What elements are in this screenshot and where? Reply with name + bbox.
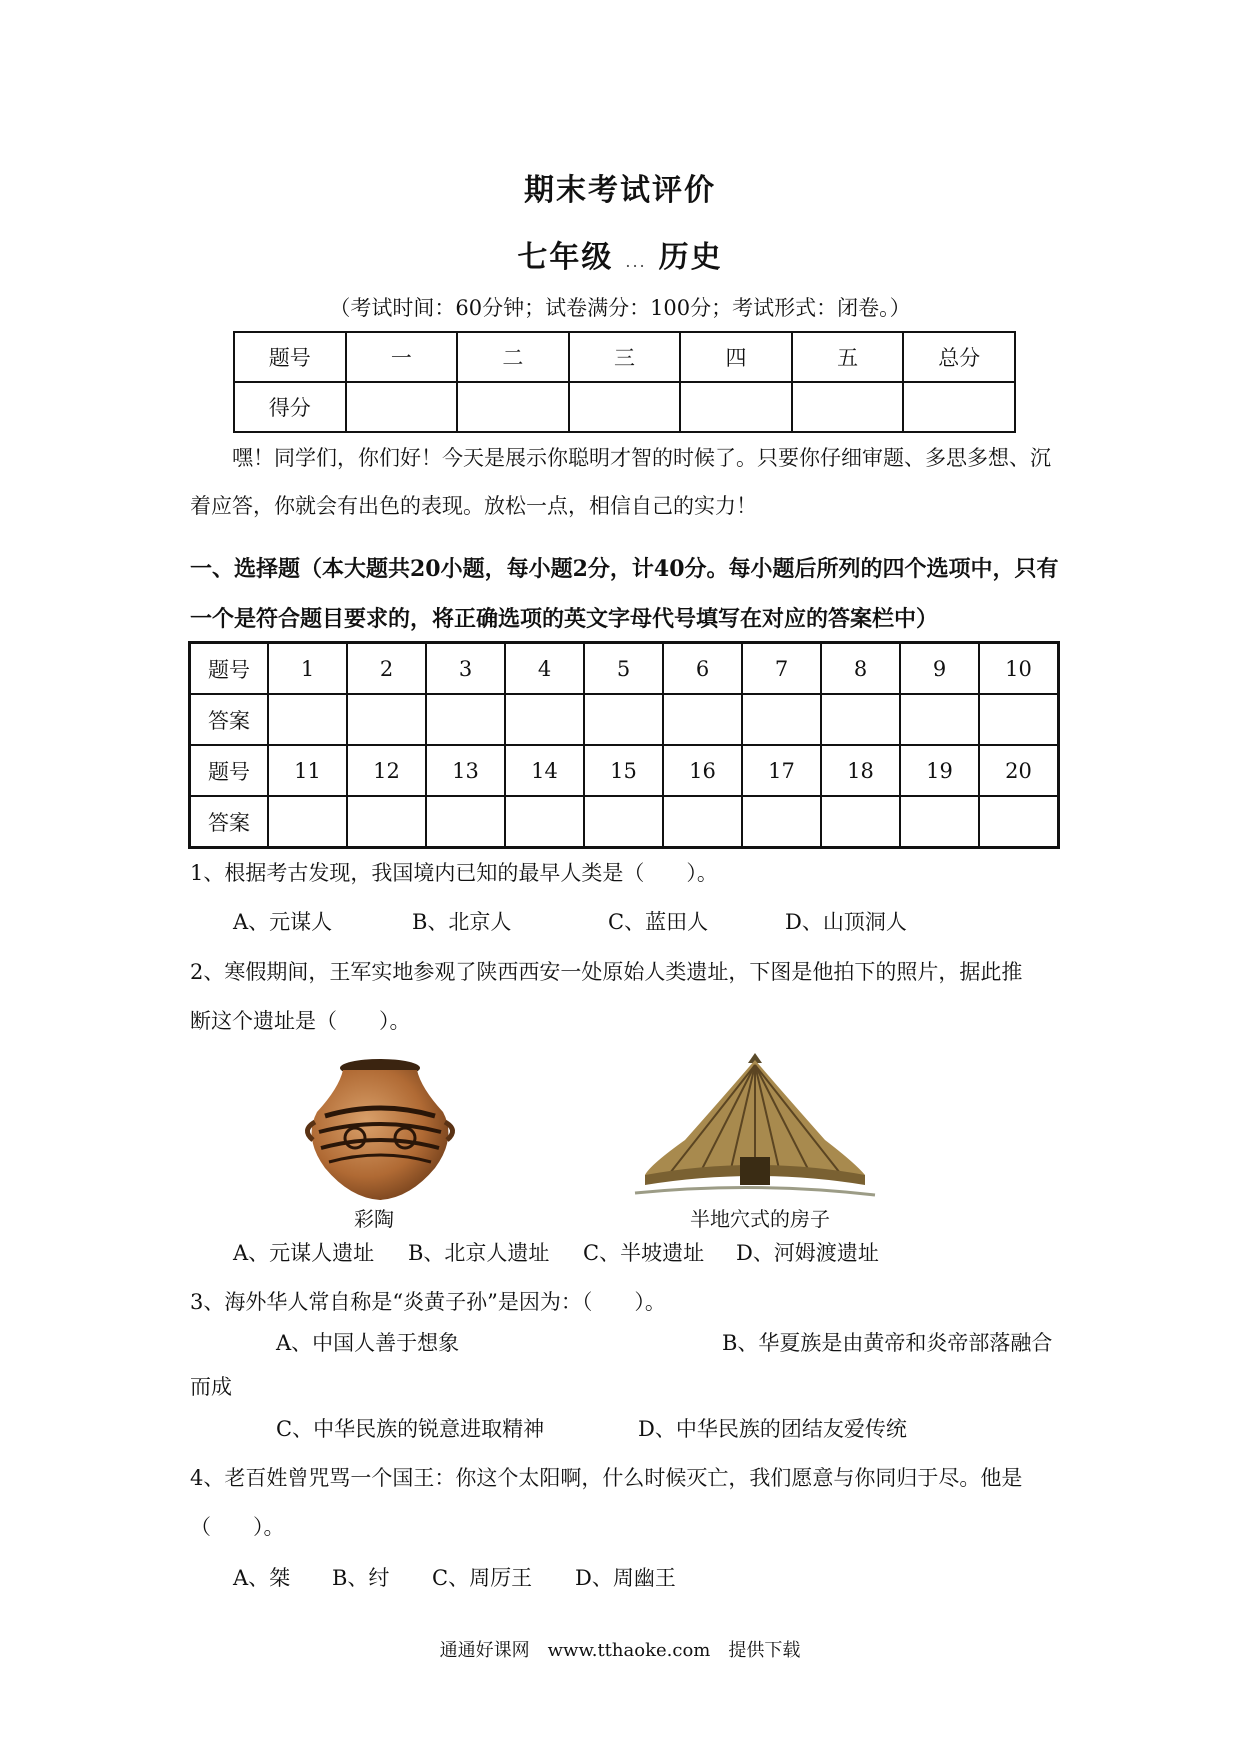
answer-cell	[426, 694, 505, 745]
answer-cell	[742, 694, 821, 745]
answer-cell	[347, 796, 426, 848]
question-number: 5	[584, 643, 663, 695]
section1-heading: 一、选择题（本大题共20小题，每小题2分，计40分。每小题后所列的四个选项中，只有一个是符合题目要求的，将正确选项的英文字母代号填写在对应的答案栏中）	[190, 556, 1059, 632]
question-number: 13	[426, 745, 505, 796]
question-1-option-a: A、元谋人	[233, 910, 333, 934]
answer-cell	[821, 694, 900, 745]
question-3-option-c: C、中华民族的锐意进取精神	[276, 1417, 545, 1441]
answer-cell	[268, 694, 347, 745]
question-3-option-b-continued: 而成	[190, 1375, 232, 1399]
score-header-cell: 一	[346, 332, 458, 382]
question-number: 4	[505, 643, 584, 695]
score-header-cell: 题号	[234, 332, 346, 382]
question-number: 7	[742, 643, 821, 695]
question-number-label: 题号	[190, 745, 269, 796]
question-3-option-b: B、华夏族是由黄帝和炎帝部落融合	[722, 1331, 1053, 1355]
score-header-cell: 三	[569, 332, 681, 382]
score-cell	[569, 382, 681, 432]
answer-cell	[505, 694, 584, 745]
score-table	[233, 331, 1016, 433]
intro-paragraph: 嘿！同学们，你们好！今天是展示你聪明才智的时候了。只要你仔细审题、多思多想、沉着应答，你就会有出色的表现。放松一点，相信自己的实力！	[190, 446, 1051, 518]
answer-cell	[900, 694, 979, 745]
answer-cell	[821, 796, 900, 848]
question-4-option-c: C、周厉王	[432, 1566, 533, 1590]
answer-label: 答案	[190, 694, 269, 745]
answer-table	[188, 641, 1060, 849]
question-number: 18	[821, 745, 900, 796]
question-3-option-d: D、中华民族的团结友爱传统	[638, 1417, 907, 1441]
answer-cell	[742, 796, 821, 848]
answer-cell	[426, 796, 505, 848]
painted-pottery-image	[295, 1050, 465, 1210]
answer-cell	[505, 796, 584, 848]
answer-number-row	[190, 745, 1059, 796]
question-1-option-c: C、蓝田人	[608, 910, 709, 934]
answer-cell	[979, 694, 1059, 745]
score-header-row	[234, 332, 1015, 382]
question-number: 1	[268, 643, 347, 695]
question-1-option-d: D、山顶洞人	[785, 910, 907, 934]
answer-cell	[584, 796, 663, 848]
question-2-option-d: D、河姆渡遗址	[736, 1241, 879, 1265]
question-number: 9	[900, 643, 979, 695]
score-cell	[346, 382, 458, 432]
answer-cell	[584, 694, 663, 745]
answer-cell	[663, 694, 742, 745]
question-number: 20	[979, 745, 1059, 796]
answer-row	[190, 694, 1059, 745]
subtitle-grade: 七年级	[517, 240, 614, 275]
score-label: 得分	[234, 382, 346, 432]
answer-row	[190, 796, 1059, 848]
subtitle-dots: ...	[625, 252, 647, 271]
score-cell	[792, 382, 904, 432]
score-header-cell: 二	[457, 332, 569, 382]
question-number: 2	[347, 643, 426, 695]
pottery-caption: 彩陶	[354, 1207, 394, 1231]
question-1-stem: 1、根据考古发现，我国境内已知的最早人类是（ ）。	[190, 861, 718, 885]
question-3-option-a: A、中国人善于想象	[276, 1331, 460, 1355]
exam-title: 期末考试评价	[524, 173, 716, 208]
score-cell	[903, 382, 1015, 432]
answer-label: 答案	[190, 796, 269, 848]
question-number-label: 题号	[190, 643, 269, 695]
score-cell	[680, 382, 792, 432]
question-4-stem-line2: （ ）。	[190, 1515, 285, 1539]
question-number: 8	[821, 643, 900, 695]
question-1-option-b: B、北京人	[412, 910, 512, 934]
page-footer: 通通好课网 www.tthaoke.com 提供下载	[439, 1640, 801, 1661]
question-number: 12	[347, 745, 426, 796]
question-4-option-b: B、纣	[332, 1566, 390, 1590]
question-4-stem-line1: 4、老百姓曾咒骂一个国王：你这个太阳啊，什么时候灭亡，我们愿意与你同归于尽。他是	[190, 1466, 1023, 1490]
score-row	[234, 382, 1015, 432]
question-number: 6	[663, 643, 742, 695]
question-number: 3	[426, 643, 505, 695]
semi-subterranean-house-image	[630, 1045, 880, 1215]
score-header-cell: 五	[792, 332, 904, 382]
question-2-option-b: B、北京人遗址	[408, 1241, 550, 1265]
subtitle-subject: 历史	[658, 240, 723, 275]
question-2-option-a: A、元谋人遗址	[233, 1241, 375, 1265]
question-number: 11	[268, 745, 347, 796]
question-number: 16	[663, 745, 742, 796]
question-number: 17	[742, 745, 821, 796]
answer-cell	[268, 796, 347, 848]
exam-subtitle	[0, 232, 1240, 276]
score-header-cell: 总分	[903, 332, 1015, 382]
question-2-stem-line2: 断这个遗址是（ ）。	[190, 1009, 411, 1033]
question-number: 15	[584, 745, 663, 796]
question-3-stem: 3、海外华人常自称是“炎黄子孙”是因为：（ ）。	[190, 1290, 666, 1314]
question-number: 10	[979, 643, 1059, 695]
answer-cell	[900, 796, 979, 848]
answer-number-row	[190, 643, 1059, 695]
question-number: 19	[900, 745, 979, 796]
question-number: 14	[505, 745, 584, 796]
question-4-option-a: A、桀	[233, 1566, 291, 1590]
question-2-stem-line1: 2、寒假期间，王军实地参观了陕西西安一处原始人类遗址，下图是他拍下的照片，据此推	[190, 960, 1023, 984]
score-header-cell: 四	[680, 332, 792, 382]
score-cell	[457, 382, 569, 432]
answer-cell	[663, 796, 742, 848]
exam-info: （考试时间：60分钟；试卷满分：100分；考试形式：闭卷。）	[329, 296, 911, 320]
question-2-option-c: C、半坡遗址	[583, 1241, 705, 1265]
question-4-option-d: D、周幽王	[575, 1566, 676, 1590]
answer-cell	[347, 694, 426, 745]
house-caption: 半地穴式的房子	[690, 1207, 830, 1231]
answer-cell	[979, 796, 1059, 848]
